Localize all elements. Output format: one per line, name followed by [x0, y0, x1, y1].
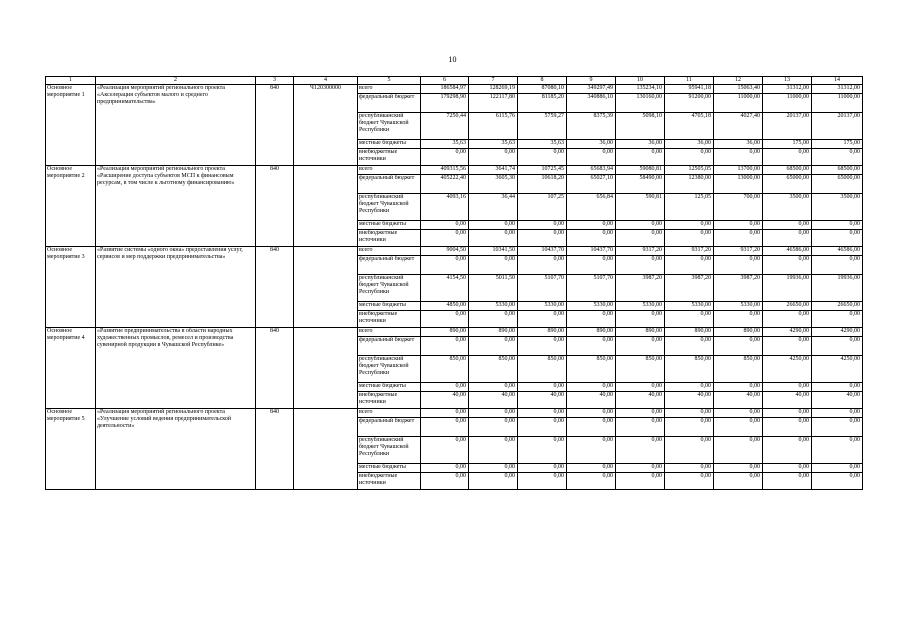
amount-cell: 0,00: [469, 383, 518, 392]
header-cell: 5: [358, 77, 421, 85]
amount-cell: 40,00: [616, 392, 665, 409]
amount-cell: 0,00: [812, 473, 863, 490]
amount-cell: 65683,94: [567, 166, 616, 175]
amount-cell: 0,00: [665, 464, 714, 473]
amount-cell: 0,00: [812, 383, 863, 392]
amount-cell: 36,00: [616, 140, 665, 149]
amount-cell: 0,00: [665, 418, 714, 437]
amount-cell: 3605,30: [469, 175, 518, 194]
amount-cell: 0,00: [763, 337, 812, 356]
amount-cell: 40,00: [421, 392, 469, 409]
amount-cell: 10437,70: [567, 247, 616, 256]
amount-cell: 122117,80: [469, 94, 518, 113]
amount-cell: 0,00: [763, 221, 812, 230]
funding-source: внебюджетные источники: [358, 392, 421, 409]
amount-cell: 0,00: [421, 383, 469, 392]
amount-cell: 0,00: [665, 337, 714, 356]
amount-cell: 890,00: [616, 328, 665, 337]
amount-cell: 0,00: [812, 409, 863, 418]
funding-source: республиканский бюджет Чувашской Республики: [358, 437, 421, 464]
amount-cell: 46586,00: [763, 247, 812, 256]
header-cell: 6: [421, 77, 469, 85]
amount-cell: 5759,27: [518, 113, 567, 140]
amount-cell: 0,00: [714, 221, 763, 230]
amount-cell: 0,00: [714, 337, 763, 356]
amount-cell: 340886,10: [567, 94, 616, 113]
amount-cell: 0,00: [469, 311, 518, 328]
amount-cell: 0,00: [665, 437, 714, 464]
amount-cell: 3987,20: [665, 275, 714, 302]
amount-cell: 890,00: [518, 328, 567, 337]
amount-cell: 10725,45: [518, 166, 567, 175]
amount-cell: 91200,00: [665, 94, 714, 113]
amount-cell: 0,00: [518, 464, 567, 473]
amount-cell: 0,00: [616, 337, 665, 356]
header-cell: 4: [294, 77, 358, 85]
amount-cell: 11000,00: [714, 94, 763, 113]
amount-cell: 4027,40: [714, 113, 763, 140]
amount-cell: 65000,00: [812, 175, 863, 194]
amount-cell: 890,00: [714, 328, 763, 337]
amount-cell: 0,00: [763, 311, 812, 328]
amount-cell: 3500,00: [763, 194, 812, 221]
amount-cell: 175,00: [812, 140, 863, 149]
funding-source: всего: [358, 85, 421, 94]
table-row: [46, 166, 863, 175]
amount-cell: 31312,00: [763, 85, 812, 94]
amount-cell: 5107,70: [567, 275, 616, 302]
admin-code: 840: [256, 328, 294, 409]
amount-cell: 58490,00: [616, 175, 665, 194]
amount-cell: 5098,10: [616, 113, 665, 140]
amount-cell: 0,00: [518, 437, 567, 464]
activity-name: «Развитие системы «одного окна» предоставления услуг, сервисов и мер поддержки предпринимательства»: [96, 247, 256, 328]
funding-source: республиканский бюджет Чувашской Республики: [358, 194, 421, 221]
admin-code: 840: [256, 409, 294, 490]
amount-cell: 0,00: [567, 149, 616, 166]
amount-cell: 4093,16: [421, 194, 469, 221]
amount-cell: 4154,50: [421, 275, 469, 302]
amount-cell: 0,00: [469, 149, 518, 166]
amount-cell: 11000,00: [763, 94, 812, 113]
amount-cell: 9317,20: [714, 247, 763, 256]
amount-cell: 0,00: [714, 409, 763, 418]
amount-cell: 0,00: [469, 437, 518, 464]
funding-source: местные бюджеты: [358, 302, 421, 311]
funding-source: республиканский бюджет Чувашской Республики: [358, 356, 421, 383]
amount-cell: 0,00: [469, 230, 518, 247]
header-cell: 12: [714, 77, 763, 85]
amount-cell: 9317,20: [665, 247, 714, 256]
amount-cell: 7250,44: [421, 113, 469, 140]
amount-cell: 0,00: [763, 149, 812, 166]
amount-cell: 0,00: [714, 418, 763, 437]
amount-cell: 186584,97: [421, 85, 469, 94]
amount-cell: 0,00: [518, 230, 567, 247]
activity-label: Основное мероприятие 2: [46, 166, 96, 247]
amount-cell: 0,00: [469, 418, 518, 437]
amount-cell: 890,00: [421, 328, 469, 337]
table-row: [46, 247, 863, 256]
amount-cell: 40,00: [714, 392, 763, 409]
header-cell: 1: [46, 77, 96, 85]
amount-cell: 0,00: [665, 409, 714, 418]
header-cell: 14: [812, 77, 863, 85]
amount-cell: 35,63: [469, 140, 518, 149]
amount-cell: 95941,18: [665, 85, 714, 94]
amount-cell: 0,00: [518, 473, 567, 490]
amount-cell: 0,00: [421, 221, 469, 230]
activity-name: «Реализация мероприятий регионального проекта «Акселерация субъектов малого и среднего предпринимательства»: [96, 85, 256, 166]
amount-cell: 890,00: [665, 328, 714, 337]
amount-cell: 0,00: [714, 473, 763, 490]
activity-label: Основное мероприятие 1: [46, 85, 96, 166]
amount-cell: 850,00: [616, 356, 665, 383]
amount-cell: 0,00: [616, 256, 665, 275]
table-body: [46, 77, 863, 490]
amount-cell: 0,00: [616, 149, 665, 166]
amount-cell: 0,00: [469, 256, 518, 275]
funding-source: федеральный бюджет: [358, 94, 421, 113]
amount-cell: 0,00: [518, 311, 567, 328]
funding-source: внебюджетные источники: [358, 230, 421, 247]
funding-source: внебюджетные источники: [358, 149, 421, 166]
header-cell: 10: [616, 77, 665, 85]
amount-cell: 13700,00: [714, 166, 763, 175]
amount-cell: 0,00: [421, 311, 469, 328]
funding-source: федеральный бюджет: [358, 175, 421, 194]
amount-cell: 890,00: [567, 328, 616, 337]
amount-cell: 0,00: [616, 409, 665, 418]
header-cell: 8: [518, 77, 567, 85]
amount-cell: 850,00: [518, 356, 567, 383]
amount-cell: 0,00: [469, 473, 518, 490]
amount-cell: 65000,00: [763, 175, 812, 194]
amount-cell: 0,00: [763, 437, 812, 464]
amount-cell: 656,84: [567, 194, 616, 221]
budget-table: [45, 76, 863, 490]
amount-cell: 0,00: [616, 437, 665, 464]
amount-cell: 12380,00: [665, 175, 714, 194]
amount-cell: 13000,00: [714, 175, 763, 194]
amount-cell: 0,00: [567, 409, 616, 418]
amount-cell: 36,00: [665, 140, 714, 149]
amount-cell: 0,00: [567, 230, 616, 247]
amount-cell: 4290,00: [812, 328, 863, 337]
amount-cell: 405222,40: [421, 175, 469, 194]
amount-cell: 0,00: [812, 230, 863, 247]
amount-cell: 0,00: [763, 230, 812, 247]
header-cell: 3: [256, 77, 294, 85]
funding-source: всего: [358, 409, 421, 418]
amount-cell: 4250,00: [812, 356, 863, 383]
activity-name: «Развитие предпринимательства в области народных художественных промыслов, ремесел и производства сувенирной продукции в Чувашской Республике»: [96, 328, 256, 409]
amount-cell: 20137,00: [812, 113, 863, 140]
amount-cell: 0,00: [567, 256, 616, 275]
header-cell: 9: [567, 77, 616, 85]
funding-source: местные бюджеты: [358, 221, 421, 230]
funding-source: всего: [358, 328, 421, 337]
target-article-code: [294, 166, 358, 247]
amount-cell: 0,00: [763, 409, 812, 418]
amount-cell: 0,00: [421, 256, 469, 275]
amount-cell: 4705,18: [665, 113, 714, 140]
amount-cell: 4850,00: [421, 302, 469, 311]
activity-label: Основное мероприятие 3: [46, 247, 96, 328]
amount-cell: 0,00: [616, 221, 665, 230]
amount-cell: 20137,00: [763, 113, 812, 140]
funding-source: внебюджетные источники: [358, 473, 421, 490]
amount-cell: 10437,70: [518, 247, 567, 256]
amount-cell: 10618,20: [518, 175, 567, 194]
amount-cell: 5330,00: [616, 302, 665, 311]
amount-cell: 6115,76: [469, 113, 518, 140]
amount-cell: 850,00: [714, 356, 763, 383]
amount-cell: 5330,00: [567, 302, 616, 311]
amount-cell: 0,00: [714, 311, 763, 328]
table-row: [46, 328, 863, 337]
amount-cell: 0,00: [567, 221, 616, 230]
amount-cell: 5330,00: [469, 302, 518, 311]
amount-cell: 19936,00: [812, 275, 863, 302]
amount-cell: 179298,90: [421, 94, 469, 113]
amount-cell: 0,00: [518, 256, 567, 275]
funding-source: федеральный бюджет: [358, 256, 421, 275]
amount-cell: 0,00: [665, 221, 714, 230]
amount-cell: 0,00: [518, 383, 567, 392]
amount-cell: 0,00: [421, 473, 469, 490]
amount-cell: 19936,00: [763, 275, 812, 302]
amount-cell: 5330,00: [714, 302, 763, 311]
target-article-code: [294, 328, 358, 409]
amount-cell: 3987,20: [714, 275, 763, 302]
amount-cell: 850,00: [665, 356, 714, 383]
amount-cell: 0,00: [518, 337, 567, 356]
amount-cell: 40,00: [518, 392, 567, 409]
funding-source: республиканский бюджет Чувашской Республики: [358, 275, 421, 302]
amount-cell: 0,00: [714, 383, 763, 392]
amount-cell: 135234,10: [616, 85, 665, 94]
amount-cell: 9317,20: [616, 247, 665, 256]
amount-cell: 40,00: [763, 392, 812, 409]
amount-cell: 0,00: [812, 337, 863, 356]
amount-cell: 0,00: [812, 149, 863, 166]
amount-cell: 0,00: [469, 464, 518, 473]
amount-cell: 5011,50: [469, 275, 518, 302]
admin-code: 840: [256, 247, 294, 328]
amount-cell: 68500,00: [812, 166, 863, 175]
amount-cell: 0,00: [763, 256, 812, 275]
amount-cell: 36,44: [469, 194, 518, 221]
amount-cell: 3987,20: [616, 275, 665, 302]
amount-cell: 11000,00: [812, 94, 863, 113]
amount-cell: 0,00: [665, 311, 714, 328]
amount-cell: 0,00: [763, 464, 812, 473]
amount-cell: 40,00: [567, 392, 616, 409]
target-article-code: [294, 247, 358, 328]
amount-cell: 0,00: [421, 149, 469, 166]
amount-cell: 0,00: [469, 409, 518, 418]
funding-source: всего: [358, 247, 421, 256]
amount-cell: 35,63: [518, 140, 567, 149]
funding-source: местные бюджеты: [358, 464, 421, 473]
amount-cell: 128269,19: [469, 85, 518, 94]
amount-cell: 0,00: [518, 409, 567, 418]
amount-cell: 0,00: [665, 256, 714, 275]
amount-cell: 700,00: [714, 194, 763, 221]
amount-cell: 0,00: [714, 464, 763, 473]
amount-cell: 0,00: [469, 337, 518, 356]
amount-cell: 0,00: [763, 383, 812, 392]
amount-cell: 12505,05: [665, 166, 714, 175]
amount-cell: 0,00: [812, 221, 863, 230]
amount-cell: 0,00: [812, 437, 863, 464]
funding-source: внебюджетные источники: [358, 311, 421, 328]
amount-cell: 40,00: [812, 392, 863, 409]
amount-cell: 10341,50: [469, 247, 518, 256]
funding-source: республиканский бюджет Чувашской Республики: [358, 113, 421, 140]
amount-cell: 0,00: [518, 418, 567, 437]
amount-cell: 0,00: [567, 383, 616, 392]
amount-cell: 0,00: [421, 418, 469, 437]
amount-cell: 40,00: [469, 392, 518, 409]
target-article-code: [294, 409, 358, 490]
activity-name: «Реализация мероприятий регионального проекта «Расширение доступа субъектов МСП к финансовым ресурсам, в том числе к льготному финансированию»: [96, 166, 256, 247]
table-row: [46, 85, 863, 94]
amount-cell: 26650,00: [812, 302, 863, 311]
amount-cell: 59080,81: [616, 166, 665, 175]
amount-cell: 26650,00: [763, 302, 812, 311]
activity-label: Основное мероприятие 5: [46, 409, 96, 490]
header-cell: 2: [96, 77, 256, 85]
amount-cell: 3641,74: [469, 166, 518, 175]
amount-cell: 0,00: [567, 464, 616, 473]
amount-cell: 0,00: [714, 437, 763, 464]
amount-cell: 0,00: [421, 437, 469, 464]
amount-cell: 0,00: [421, 337, 469, 356]
amount-cell: 0,00: [616, 230, 665, 247]
amount-cell: 0,00: [665, 383, 714, 392]
admin-code: 840: [256, 85, 294, 166]
header-cell: 7: [469, 77, 518, 85]
amount-cell: 0,00: [421, 464, 469, 473]
amount-cell: 0,00: [567, 337, 616, 356]
amount-cell: 65027,10: [567, 175, 616, 194]
amount-cell: 850,00: [469, 356, 518, 383]
amount-cell: 81185,20: [518, 94, 567, 113]
amount-cell: 5330,00: [665, 302, 714, 311]
amount-cell: 0,00: [714, 149, 763, 166]
amount-cell: 890,00: [469, 328, 518, 337]
activity-label: Основное мероприятие 4: [46, 328, 96, 409]
funding-source: федеральный бюджет: [358, 337, 421, 356]
amount-cell: 5330,00: [518, 302, 567, 311]
amount-cell: 15063,40: [714, 85, 763, 94]
amount-cell: 0,00: [812, 464, 863, 473]
amount-cell: 3500,00: [812, 194, 863, 221]
amount-cell: 0,00: [567, 473, 616, 490]
amount-cell: 0,00: [665, 473, 714, 490]
amount-cell: 0,00: [616, 464, 665, 473]
amount-cell: 0,00: [567, 418, 616, 437]
amount-cell: 31312,00: [812, 85, 863, 94]
amount-cell: 125,05: [665, 194, 714, 221]
amount-cell: 0,00: [665, 230, 714, 247]
amount-cell: 4250,00: [763, 356, 812, 383]
table-row: [46, 409, 863, 418]
header-cell: 11: [665, 77, 714, 85]
amount-cell: 87080,10: [518, 85, 567, 94]
amount-cell: 130160,00: [616, 94, 665, 113]
amount-cell: 0,00: [714, 230, 763, 247]
amount-cell: 9004,50: [421, 247, 469, 256]
amount-cell: 0,00: [616, 473, 665, 490]
header-cell: 13: [763, 77, 812, 85]
amount-cell: 40,00: [665, 392, 714, 409]
page-number: 10: [448, 55, 457, 64]
amount-cell: 0,00: [812, 418, 863, 437]
activity-name: «Реализация мероприятий регионального проекта «Улучшение условий ведения предпринимательской деятельности»: [96, 409, 256, 490]
amount-cell: 0,00: [665, 149, 714, 166]
amount-cell: 0,00: [518, 149, 567, 166]
amount-cell: 175,00: [763, 140, 812, 149]
amount-cell: 409315,56: [421, 166, 469, 175]
amount-cell: 0,00: [567, 437, 616, 464]
amount-cell: 850,00: [567, 356, 616, 383]
amount-cell: 0,00: [518, 221, 567, 230]
amount-cell: 0,00: [616, 418, 665, 437]
amount-cell: 0,00: [763, 473, 812, 490]
amount-cell: 0,00: [421, 409, 469, 418]
amount-cell: 46586,00: [812, 247, 863, 256]
amount-cell: 107,25: [518, 194, 567, 221]
funding-source: местные бюджеты: [358, 383, 421, 392]
amount-cell: 4290,00: [763, 328, 812, 337]
amount-cell: 36,00: [714, 140, 763, 149]
funding-source: местные бюджеты: [358, 140, 421, 149]
header-row: [46, 77, 863, 85]
amount-cell: 0,00: [763, 418, 812, 437]
amount-cell: 36,00: [567, 140, 616, 149]
amount-cell: 8375,39: [567, 113, 616, 140]
amount-cell: 0,00: [714, 256, 763, 275]
target-article-code: Ч120300000: [294, 85, 358, 166]
funding-source: федеральный бюджет: [358, 418, 421, 437]
amount-cell: 850,00: [421, 356, 469, 383]
amount-cell: 0,00: [616, 383, 665, 392]
amount-cell: 68500,00: [763, 166, 812, 175]
amount-cell: 5107,70: [518, 275, 567, 302]
amount-cell: 590,81: [616, 194, 665, 221]
admin-code: 840: [256, 166, 294, 247]
amount-cell: 0,00: [812, 311, 863, 328]
amount-cell: 0,00: [567, 311, 616, 328]
amount-cell: 0,00: [812, 256, 863, 275]
amount-cell: 0,00: [469, 221, 518, 230]
amount-cell: 349297,49: [567, 85, 616, 94]
amount-cell: 0,00: [616, 311, 665, 328]
amount-cell: 35,63: [421, 140, 469, 149]
amount-cell: 0,00: [421, 230, 469, 247]
funding-source: всего: [358, 166, 421, 175]
